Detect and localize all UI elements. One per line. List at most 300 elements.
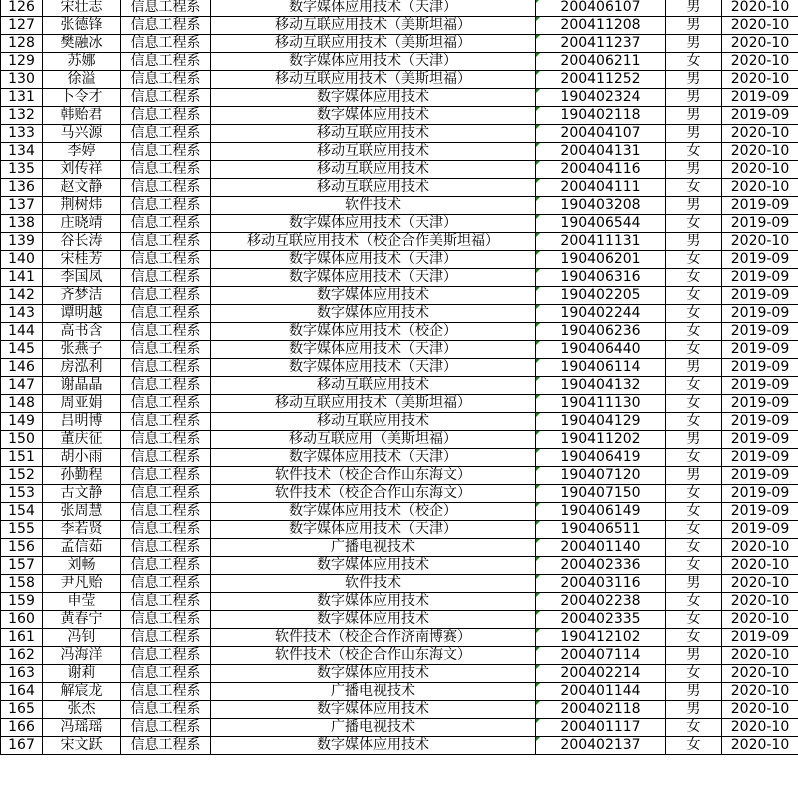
cell-name[interactable]: 庄晓靖 xyxy=(43,215,121,233)
cell-index[interactable]: 167 xyxy=(1,737,43,755)
cell-major[interactable]: 数字媒体应用技术（天津） xyxy=(211,449,536,467)
cell-name[interactable]: 解宸龙 xyxy=(43,683,121,701)
cell-student-id[interactable]: 200402238 xyxy=(536,593,666,611)
cell-department[interactable]: 信息工程系 xyxy=(121,359,211,377)
cell-name[interactable]: 古文静 xyxy=(43,485,121,503)
cell-major[interactable]: 数字媒体应用技术 xyxy=(211,665,536,683)
cell-student-id[interactable]: 200401140 xyxy=(536,539,666,557)
cell-index[interactable]: 136 xyxy=(1,179,43,197)
cell-department[interactable]: 信息工程系 xyxy=(121,215,211,233)
cell-department[interactable]: 信息工程系 xyxy=(121,521,211,539)
cell-name[interactable]: 刘畅 xyxy=(43,557,121,575)
cell-major[interactable]: 移动互联应用技术（校企合作美斯坦福） xyxy=(211,233,536,251)
cell-enrollment[interactable]: 2020-10 xyxy=(722,701,798,719)
cell-gender[interactable]: 女 xyxy=(666,521,722,539)
cell-department[interactable]: 信息工程系 xyxy=(121,485,211,503)
cell-gender[interactable]: 女 xyxy=(666,449,722,467)
cell-gender[interactable]: 女 xyxy=(666,287,722,305)
cell-index[interactable]: 161 xyxy=(1,629,43,647)
cell-enrollment[interactable]: 2019-09 xyxy=(722,215,798,233)
cell-index[interactable]: 143 xyxy=(1,305,43,323)
cell-student-id[interactable]: 200406211 xyxy=(536,53,666,71)
cell-name[interactable]: 卜令才 xyxy=(43,89,121,107)
cell-department[interactable]: 信息工程系 xyxy=(121,35,211,53)
cell-gender[interactable]: 男 xyxy=(666,35,722,53)
cell-student-id[interactable]: 200404116 xyxy=(536,161,666,179)
cell-student-id[interactable]: 190406316 xyxy=(536,269,666,287)
cell-name[interactable]: 吕明博 xyxy=(43,413,121,431)
cell-student-id[interactable]: 190407150 xyxy=(536,485,666,503)
cell-name[interactable]: 冯钊 xyxy=(43,629,121,647)
cell-major[interactable]: 软件技术（校企合作济南博赛） xyxy=(211,629,536,647)
cell-enrollment[interactable]: 2019-09 xyxy=(722,287,798,305)
cell-student-id[interactable]: 190411202 xyxy=(536,431,666,449)
cell-gender[interactable]: 男 xyxy=(666,647,722,665)
cell-index[interactable]: 164 xyxy=(1,683,43,701)
cell-enrollment[interactable]: 2019-09 xyxy=(722,449,798,467)
cell-index[interactable]: 142 xyxy=(1,287,43,305)
cell-enrollment[interactable]: 2020-10 xyxy=(722,179,798,197)
cell-enrollment[interactable]: 2020-10 xyxy=(722,611,798,629)
cell-department[interactable]: 信息工程系 xyxy=(121,17,211,35)
cell-enrollment[interactable]: 2019-09 xyxy=(722,107,798,125)
cell-department[interactable]: 信息工程系 xyxy=(121,467,211,485)
cell-enrollment[interactable]: 2019-09 xyxy=(722,251,798,269)
cell-enrollment[interactable]: 2020-10 xyxy=(722,35,798,53)
cell-student-id[interactable]: 200406107 xyxy=(536,0,666,17)
cell-index[interactable]: 155 xyxy=(1,521,43,539)
cell-major[interactable]: 移动互联应用技术 xyxy=(211,125,536,143)
cell-name[interactable]: 齐梦洁 xyxy=(43,287,121,305)
cell-student-id[interactable]: 200402335 xyxy=(536,611,666,629)
cell-department[interactable]: 信息工程系 xyxy=(121,125,211,143)
cell-major[interactable]: 数字媒体应用技术 xyxy=(211,737,536,755)
cell-student-id[interactable]: 190406201 xyxy=(536,251,666,269)
cell-enrollment[interactable]: 2020-10 xyxy=(722,683,798,701)
cell-student-id[interactable]: 190406114 xyxy=(536,359,666,377)
cell-major[interactable]: 数字媒体应用技术（天津） xyxy=(211,269,536,287)
cell-index[interactable]: 147 xyxy=(1,377,43,395)
cell-name[interactable]: 孙勤程 xyxy=(43,467,121,485)
cell-enrollment[interactable]: 2019-09 xyxy=(722,431,798,449)
cell-department[interactable]: 信息工程系 xyxy=(121,179,211,197)
cell-enrollment[interactable]: 2019-09 xyxy=(722,305,798,323)
cell-department[interactable]: 信息工程系 xyxy=(121,683,211,701)
cell-gender[interactable]: 男 xyxy=(666,0,722,17)
cell-major[interactable]: 移动互联应用技术（美斯坦福） xyxy=(211,395,536,413)
cell-student-id[interactable]: 190406511 xyxy=(536,521,666,539)
cell-name[interactable]: 冯海洋 xyxy=(43,647,121,665)
cell-enrollment[interactable]: 2020-10 xyxy=(722,737,798,755)
cell-index[interactable]: 163 xyxy=(1,665,43,683)
cell-gender[interactable]: 女 xyxy=(666,539,722,557)
cell-student-id[interactable]: 200411252 xyxy=(536,71,666,89)
cell-major[interactable]: 数字媒体应用技术（天津） xyxy=(211,341,536,359)
cell-gender[interactable]: 女 xyxy=(666,143,722,161)
cell-major[interactable]: 数字媒体应用技术（校企） xyxy=(211,503,536,521)
cell-gender[interactable]: 女 xyxy=(666,485,722,503)
cell-name[interactable]: 谢莉 xyxy=(43,665,121,683)
cell-index[interactable]: 165 xyxy=(1,701,43,719)
cell-index[interactable]: 127 xyxy=(1,17,43,35)
cell-student-id[interactable]: 200407114 xyxy=(536,647,666,665)
cell-gender[interactable]: 女 xyxy=(666,323,722,341)
cell-student-id[interactable]: 200411237 xyxy=(536,35,666,53)
cell-major[interactable]: 数字媒体应用技术（天津） xyxy=(211,53,536,71)
cell-index[interactable]: 152 xyxy=(1,467,43,485)
cell-name[interactable]: 韩贻君 xyxy=(43,107,121,125)
cell-department[interactable]: 信息工程系 xyxy=(121,143,211,161)
cell-enrollment[interactable]: 2019-09 xyxy=(722,323,798,341)
cell-name[interactable]: 马兴源 xyxy=(43,125,121,143)
cell-gender[interactable]: 男 xyxy=(666,431,722,449)
cell-major[interactable]: 数字媒体应用技术（校企） xyxy=(211,323,536,341)
cell-gender[interactable]: 女 xyxy=(666,503,722,521)
cell-enrollment[interactable]: 2020-10 xyxy=(722,161,798,179)
cell-enrollment[interactable]: 2019-09 xyxy=(722,629,798,647)
cell-major[interactable]: 移动互联应用技术 xyxy=(211,413,536,431)
table-row xyxy=(1,611,798,629)
cell-index[interactable]: 150 xyxy=(1,431,43,449)
cell-major[interactable]: 广播电视技术 xyxy=(211,683,536,701)
cell-student-id[interactable]: 190406440 xyxy=(536,341,666,359)
table-row xyxy=(1,521,798,539)
cell-gender[interactable]: 女 xyxy=(666,611,722,629)
cell-gender[interactable]: 男 xyxy=(666,197,722,215)
cell-student-id[interactable]: 190402324 xyxy=(536,89,666,107)
cell-department[interactable]: 信息工程系 xyxy=(121,647,211,665)
cell-enrollment[interactable]: 2020-10 xyxy=(722,719,798,737)
cell-name[interactable]: 刘传祥 xyxy=(43,161,121,179)
cell-name[interactable]: 董庆征 xyxy=(43,431,121,449)
cell-major[interactable]: 数字媒体应用技术 xyxy=(211,287,536,305)
cell-department[interactable]: 信息工程系 xyxy=(121,611,211,629)
cell-enrollment[interactable]: 2020-10 xyxy=(722,17,798,35)
cell-student-id[interactable]: 200404131 xyxy=(536,143,666,161)
cell-name[interactable]: 胡小雨 xyxy=(43,449,121,467)
cell-department[interactable]: 信息工程系 xyxy=(121,161,211,179)
cell-gender[interactable]: 女 xyxy=(666,629,722,647)
table-row xyxy=(1,0,798,17)
cell-enrollment[interactable]: 2019-09 xyxy=(722,341,798,359)
cell-index[interactable]: 160 xyxy=(1,611,43,629)
cell-name[interactable]: 尹凡贻 xyxy=(43,575,121,593)
cell-major[interactable]: 移动互联应用技术（美斯坦福） xyxy=(211,17,536,35)
cell-student-id[interactable]: 200404107 xyxy=(536,125,666,143)
cell-name[interactable]: 苏娜 xyxy=(43,53,121,71)
cell-student-id[interactable]: 200401144 xyxy=(536,683,666,701)
cell-index[interactable]: 151 xyxy=(1,449,43,467)
cell-major[interactable]: 数字媒体应用技术（天津） xyxy=(211,359,536,377)
cell-student-id[interactable]: 200402137 xyxy=(536,737,666,755)
cell-index[interactable]: 135 xyxy=(1,161,43,179)
cell-index[interactable]: 140 xyxy=(1,251,43,269)
cell-index[interactable]: 159 xyxy=(1,593,43,611)
cell-name[interactable]: 孟信茹 xyxy=(43,539,121,557)
cell-gender[interactable]: 男 xyxy=(666,125,722,143)
cell-student-id[interactable]: 200411131 xyxy=(536,233,666,251)
cell-enrollment[interactable]: 2019-09 xyxy=(722,503,798,521)
cell-gender[interactable]: 男 xyxy=(666,701,722,719)
table-row xyxy=(1,269,798,287)
cell-name[interactable]: 高书含 xyxy=(43,323,121,341)
cell-index[interactable]: 153 xyxy=(1,485,43,503)
cell-index[interactable]: 158 xyxy=(1,575,43,593)
cell-major[interactable]: 移动互联应用技术 xyxy=(211,377,536,395)
cell-index[interactable]: 145 xyxy=(1,341,43,359)
cell-gender[interactable]: 女 xyxy=(666,179,722,197)
cell-index[interactable]: 157 xyxy=(1,557,43,575)
cell-department[interactable]: 信息工程系 xyxy=(121,71,211,89)
cell-name[interactable]: 李国凤 xyxy=(43,269,121,287)
cell-major[interactable]: 移动互联应用技术 xyxy=(211,161,536,179)
cell-gender[interactable]: 男 xyxy=(666,71,722,89)
cell-gender[interactable]: 男 xyxy=(666,683,722,701)
cell-index[interactable]: 146 xyxy=(1,359,43,377)
cell-gender[interactable]: 女 xyxy=(666,593,722,611)
cell-gender[interactable]: 男 xyxy=(666,359,722,377)
cell-index[interactable]: 166 xyxy=(1,719,43,737)
cell-index[interactable]: 128 xyxy=(1,35,43,53)
cell-department[interactable]: 信息工程系 xyxy=(121,557,211,575)
cell-department[interactable]: 信息工程系 xyxy=(121,305,211,323)
cell-gender[interactable]: 女 xyxy=(666,719,722,737)
cell-student-id[interactable]: 190402118 xyxy=(536,107,666,125)
cell-name[interactable]: 李若贤 xyxy=(43,521,121,539)
cell-index[interactable]: 130 xyxy=(1,71,43,89)
cell-major[interactable]: 数字媒体应用技术 xyxy=(211,557,536,575)
cell-enrollment[interactable]: 2020-10 xyxy=(722,233,798,251)
cell-department[interactable]: 信息工程系 xyxy=(121,89,211,107)
cell-department[interactable]: 信息工程系 xyxy=(121,431,211,449)
cell-major[interactable]: 软件技术（校企合作山东海文） xyxy=(211,647,536,665)
cell-department[interactable]: 信息工程系 xyxy=(121,539,211,557)
cell-gender[interactable]: 女 xyxy=(666,557,722,575)
cell-gender[interactable]: 女 xyxy=(666,395,722,413)
cell-index[interactable]: 149 xyxy=(1,413,43,431)
cell-name[interactable]: 张德锋 xyxy=(43,17,121,35)
cell-name[interactable]: 张燕子 xyxy=(43,341,121,359)
cell-name[interactable]: 赵文静 xyxy=(43,179,121,197)
cell-student-id[interactable]: 190407120 xyxy=(536,467,666,485)
cell-major[interactable]: 移动互联应用技术 xyxy=(211,179,536,197)
cell-department[interactable]: 信息工程系 xyxy=(121,107,211,125)
cell-gender[interactable]: 女 xyxy=(666,737,722,755)
cell-department[interactable]: 信息工程系 xyxy=(121,413,211,431)
cell-department[interactable]: 信息工程系 xyxy=(121,269,211,287)
cell-major[interactable]: 软件技术（校企合作山东海文） xyxy=(211,485,536,503)
cell-department[interactable]: 信息工程系 xyxy=(121,0,211,17)
cell-major[interactable]: 数字媒体应用技术（天津） xyxy=(211,0,536,17)
cell-name[interactable]: 申莹 xyxy=(43,593,121,611)
cell-enrollment[interactable]: 2020-10 xyxy=(722,575,798,593)
cell-gender[interactable]: 男 xyxy=(666,161,722,179)
cell-gender[interactable]: 男 xyxy=(666,575,722,593)
cell-enrollment[interactable]: 2020-10 xyxy=(722,53,798,71)
cell-department[interactable]: 信息工程系 xyxy=(121,287,211,305)
cell-enrollment[interactable]: 2020-10 xyxy=(722,143,798,161)
cell-student-id[interactable]: 200404111 xyxy=(536,179,666,197)
cell-index[interactable]: 134 xyxy=(1,143,43,161)
cell-student-id[interactable]: 190402205 xyxy=(536,287,666,305)
cell-gender[interactable]: 女 xyxy=(666,251,722,269)
cell-department[interactable]: 信息工程系 xyxy=(121,323,211,341)
cell-name[interactable]: 宋文跃 xyxy=(43,737,121,755)
cell-index[interactable]: 162 xyxy=(1,647,43,665)
cell-index[interactable]: 144 xyxy=(1,323,43,341)
cell-enrollment[interactable]: 2019-09 xyxy=(722,197,798,215)
cell-index[interactable]: 137 xyxy=(1,197,43,215)
cell-student-id[interactable]: 190406544 xyxy=(536,215,666,233)
cell-gender[interactable]: 女 xyxy=(666,305,722,323)
cell-department[interactable]: 信息工程系 xyxy=(121,377,211,395)
cell-student-id[interactable]: 200402214 xyxy=(536,665,666,683)
cell-department[interactable]: 信息工程系 xyxy=(121,737,211,755)
cell-student-id[interactable]: 190406236 xyxy=(536,323,666,341)
cell-index[interactable]: 131 xyxy=(1,89,43,107)
cell-major[interactable]: 数字媒体应用技术 xyxy=(211,701,536,719)
cell-major[interactable]: 移动互联应用技术（美斯坦福） xyxy=(211,35,536,53)
cell-name[interactable]: 樊融冰 xyxy=(43,35,121,53)
cell-name[interactable]: 张周慧 xyxy=(43,503,121,521)
cell-gender[interactable]: 女 xyxy=(666,413,722,431)
cell-enrollment[interactable]: 2020-10 xyxy=(722,665,798,683)
cell-student-id[interactable]: 190404132 xyxy=(536,377,666,395)
cell-department[interactable]: 信息工程系 xyxy=(121,629,211,647)
cell-name[interactable]: 谢晶晶 xyxy=(43,377,121,395)
cell-student-id[interactable]: 190412102 xyxy=(536,629,666,647)
cell-department[interactable]: 信息工程系 xyxy=(121,449,211,467)
cell-index[interactable]: 139 xyxy=(1,233,43,251)
cell-department[interactable]: 信息工程系 xyxy=(121,575,211,593)
cell-enrollment[interactable]: 2020-10 xyxy=(722,125,798,143)
cell-major[interactable]: 数字媒体应用技术（天津） xyxy=(211,521,536,539)
cell-index[interactable]: 129 xyxy=(1,53,43,71)
cell-major[interactable]: 移动互联应用（美斯坦福） xyxy=(211,431,536,449)
cell-student-id[interactable]: 200411208 xyxy=(536,17,666,35)
cell-student-id[interactable]: 200402118 xyxy=(536,701,666,719)
cell-student-id[interactable]: 200401117 xyxy=(536,719,666,737)
cell-index[interactable]: 148 xyxy=(1,395,43,413)
cell-department[interactable]: 信息工程系 xyxy=(121,233,211,251)
cell-major[interactable]: 数字媒体应用技术 xyxy=(211,107,536,125)
cell-name[interactable]: 李婷 xyxy=(43,143,121,161)
cell-department[interactable]: 信息工程系 xyxy=(121,503,211,521)
cell-gender[interactable]: 男 xyxy=(666,107,722,125)
cell-enrollment[interactable]: 2020-10 xyxy=(722,593,798,611)
cell-gender[interactable]: 男 xyxy=(666,89,722,107)
cell-major[interactable]: 数字媒体应用技术 xyxy=(211,593,536,611)
cell-gender[interactable]: 女 xyxy=(666,215,722,233)
cell-department[interactable]: 信息工程系 xyxy=(121,593,211,611)
cell-name[interactable]: 宋桂芳 xyxy=(43,251,121,269)
cell-name[interactable]: 宋壮志 xyxy=(43,0,121,17)
cell-index[interactable]: 154 xyxy=(1,503,43,521)
cell-student-id[interactable]: 190406149 xyxy=(536,503,666,521)
cell-name[interactable]: 荆树炜 xyxy=(43,197,121,215)
cell-student-id[interactable]: 200403116 xyxy=(536,575,666,593)
cell-department[interactable]: 信息工程系 xyxy=(121,53,211,71)
cell-enrollment[interactable]: 2019-09 xyxy=(722,485,798,503)
cell-major[interactable]: 广播电视技术 xyxy=(211,539,536,557)
cell-major[interactable]: 数字媒体应用技术 xyxy=(211,89,536,107)
cell-major[interactable]: 广播电视技术 xyxy=(211,719,536,737)
cell-gender[interactable]: 女 xyxy=(666,377,722,395)
cell-gender[interactable]: 男 xyxy=(666,233,722,251)
cell-department[interactable]: 信息工程系 xyxy=(121,719,211,737)
cell-enrollment[interactable]: 2019-09 xyxy=(722,395,798,413)
cell-enrollment[interactable]: 2020-10 xyxy=(722,647,798,665)
cell-student-id[interactable]: 190402244 xyxy=(536,305,666,323)
cell-department[interactable]: 信息工程系 xyxy=(121,701,211,719)
cell-major[interactable]: 软件技术 xyxy=(211,575,536,593)
cell-student-id[interactable]: 190406419 xyxy=(536,449,666,467)
cell-name[interactable]: 谷长涛 xyxy=(43,233,121,251)
cell-student-id[interactable]: 200402336 xyxy=(536,557,666,575)
cell-index[interactable]: 126 xyxy=(1,0,43,17)
cell-index[interactable]: 156 xyxy=(1,539,43,557)
cell-gender[interactable]: 女 xyxy=(666,665,722,683)
cell-enrollment[interactable]: 2019-09 xyxy=(722,521,798,539)
cell-major[interactable]: 数字媒体应用技术（天津） xyxy=(211,215,536,233)
cell-major[interactable]: 数字媒体应用技术 xyxy=(211,611,536,629)
cell-enrollment[interactable]: 2019-09 xyxy=(722,359,798,377)
cell-index[interactable]: 132 xyxy=(1,107,43,125)
cell-index[interactable]: 141 xyxy=(1,269,43,287)
cell-department[interactable]: 信息工程系 xyxy=(121,251,211,269)
cell-name[interactable]: 谭明越 xyxy=(43,305,121,323)
cell-enrollment[interactable]: 2019-09 xyxy=(722,377,798,395)
cell-name[interactable]: 黄春宁 xyxy=(43,611,121,629)
cell-gender[interactable]: 男 xyxy=(666,467,722,485)
cell-department[interactable]: 信息工程系 xyxy=(121,197,211,215)
cell-enrollment[interactable]: 2019-09 xyxy=(722,413,798,431)
cell-name[interactable]: 房泓利 xyxy=(43,359,121,377)
cell-major[interactable]: 软件技术 xyxy=(211,197,536,215)
cell-student-id[interactable]: 190403208 xyxy=(536,197,666,215)
cell-major[interactable]: 软件技术（校企合作山东海文） xyxy=(211,467,536,485)
cell-major[interactable]: 数字媒体应用技术 xyxy=(211,305,536,323)
cell-enrollment[interactable]: 2019-09 xyxy=(722,89,798,107)
cell-major[interactable]: 数字媒体应用技术（天津） xyxy=(211,251,536,269)
cell-department[interactable]: 信息工程系 xyxy=(121,341,211,359)
cell-enrollment[interactable]: 2019-09 xyxy=(722,269,798,287)
cell-student-id[interactable]: 190411130 xyxy=(536,395,666,413)
cell-department[interactable]: 信息工程系 xyxy=(121,665,211,683)
cell-department[interactable]: 信息工程系 xyxy=(121,395,211,413)
table-row xyxy=(1,251,798,269)
cell-student-id[interactable]: 190404129 xyxy=(536,413,666,431)
cell-enrollment[interactable]: 2020-10 xyxy=(722,557,798,575)
cell-gender[interactable]: 女 xyxy=(666,53,722,71)
cell-gender[interactable]: 男 xyxy=(666,17,722,35)
cell-name[interactable]: 周亚娟 xyxy=(43,395,121,413)
cell-enrollment[interactable]: 2020-10 xyxy=(722,539,798,557)
cell-index[interactable]: 133 xyxy=(1,125,43,143)
cell-gender[interactable]: 女 xyxy=(666,341,722,359)
cell-name[interactable]: 张杰 xyxy=(43,701,121,719)
cell-major[interactable]: 移动互联应用技术（美斯坦福） xyxy=(211,71,536,89)
cell-gender[interactable]: 女 xyxy=(666,269,722,287)
cell-index[interactable]: 138 xyxy=(1,215,43,233)
cell-enrollment[interactable]: 2020-10 xyxy=(722,71,798,89)
cell-name[interactable]: 徐溢 xyxy=(43,71,121,89)
cell-enrollment[interactable]: 2019-09 xyxy=(722,467,798,485)
table-row xyxy=(1,215,798,233)
cell-major[interactable]: 移动互联应用技术 xyxy=(211,143,536,161)
cell-enrollment[interactable]: 2020-10 xyxy=(722,0,798,17)
cell-name[interactable]: 冯瑶瑶 xyxy=(43,719,121,737)
